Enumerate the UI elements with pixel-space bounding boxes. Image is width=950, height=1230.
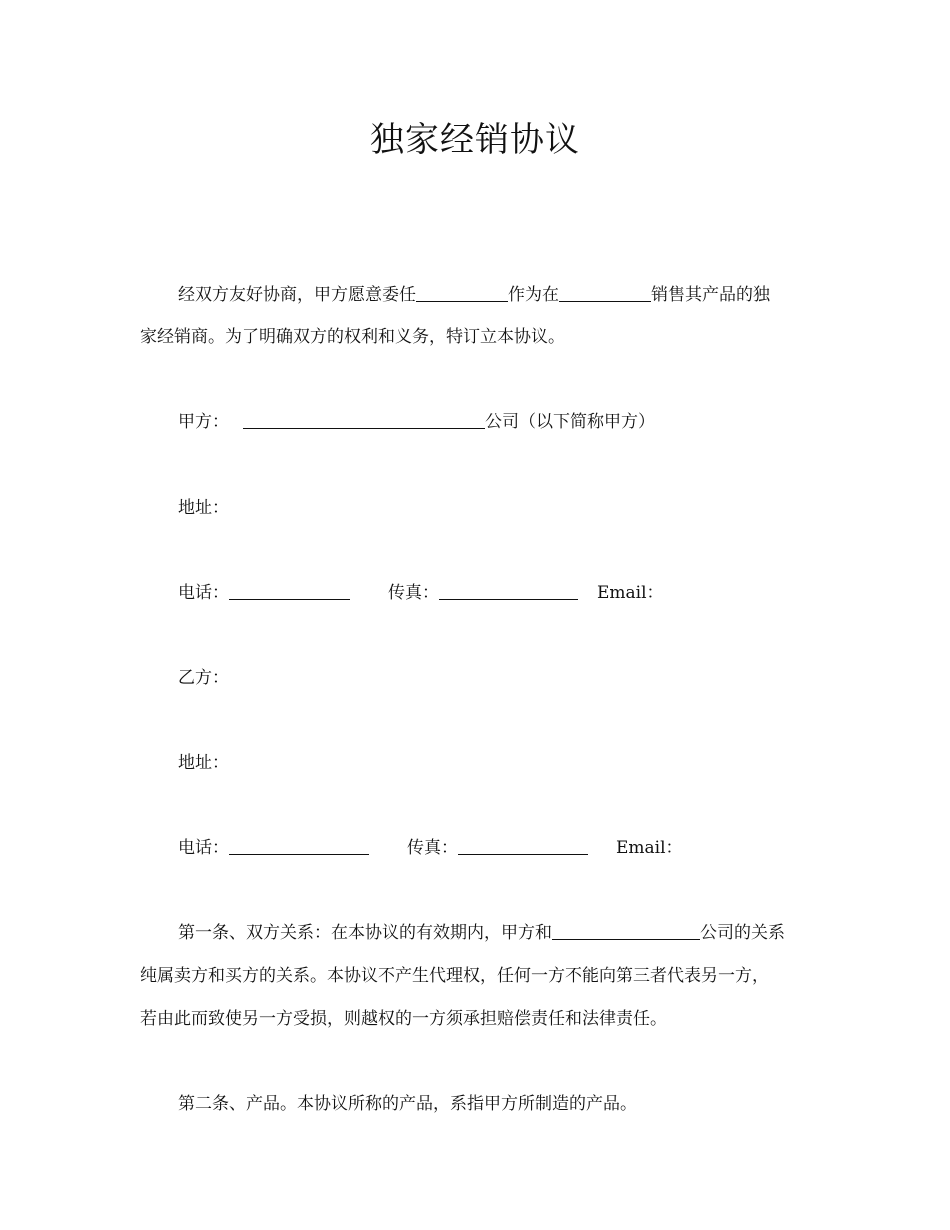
article-1-text-2: 公司的关系 [700,923,785,943]
intro-line-1 [178,284,770,306]
party-b-email-label: Email： [616,838,683,858]
party-b-phone-blank[interactable] [229,838,369,855]
intro-text-2: 作为在 [508,285,559,305]
intro-text-3: 销售其产品的独 [651,285,770,305]
party-b-address-label: 地址： [178,753,229,773]
article-1-text-1: 第一条、双方关系：在本协议的有效期内，甲方和 [178,923,552,943]
party-a-label: 甲方： [178,412,229,432]
party-a-email-label: Email： [597,583,664,603]
article-1-line-1 [178,922,785,944]
party-a-fax-label: 传真： [388,583,439,603]
party-a-company-blank[interactable] [243,412,485,429]
party-a-phone-blank[interactable] [229,583,350,600]
intro-text-1: 经双方友好协商，甲方愿意委任 [178,285,416,305]
party-a-address-label: 地址： [178,498,229,518]
party-a-contact-line [178,582,664,604]
article-1-line-2: 纯属卖方和买方的关系。本协议不产生代理权，任何一方不能向第三者代表另一方， [140,966,769,986]
territory-blank[interactable] [559,285,651,302]
appointee-blank[interactable] [416,285,508,302]
party-b-contact-line [178,837,683,859]
party-a-fax-blank[interactable] [439,583,578,600]
party-b-fax-label: 传真： [407,838,458,858]
party-b-fax-blank[interactable] [458,838,588,855]
party-b-phone-label: 电话： [178,838,229,858]
intro-line-2: 家经销商。为了明确双方的权利和义务，特订立本协议。 [140,327,565,347]
party-a-line [178,411,655,433]
document-title: 独家经销协议 [370,120,580,160]
article-1-line-3: 若由此而致使另一方受损，则越权的一方须承担赔偿责任和法律责任。 [140,1009,667,1029]
party-a-suffix: 公司（以下简称甲方） [485,412,655,432]
party-b-label: 乙方： [178,668,229,688]
article-1-company-blank[interactable] [552,923,700,940]
article-2-line: 第二条、产品。本协议所称的产品，系指甲方所制造的产品。 [178,1094,637,1114]
party-a-phone-label: 电话： [178,583,229,603]
